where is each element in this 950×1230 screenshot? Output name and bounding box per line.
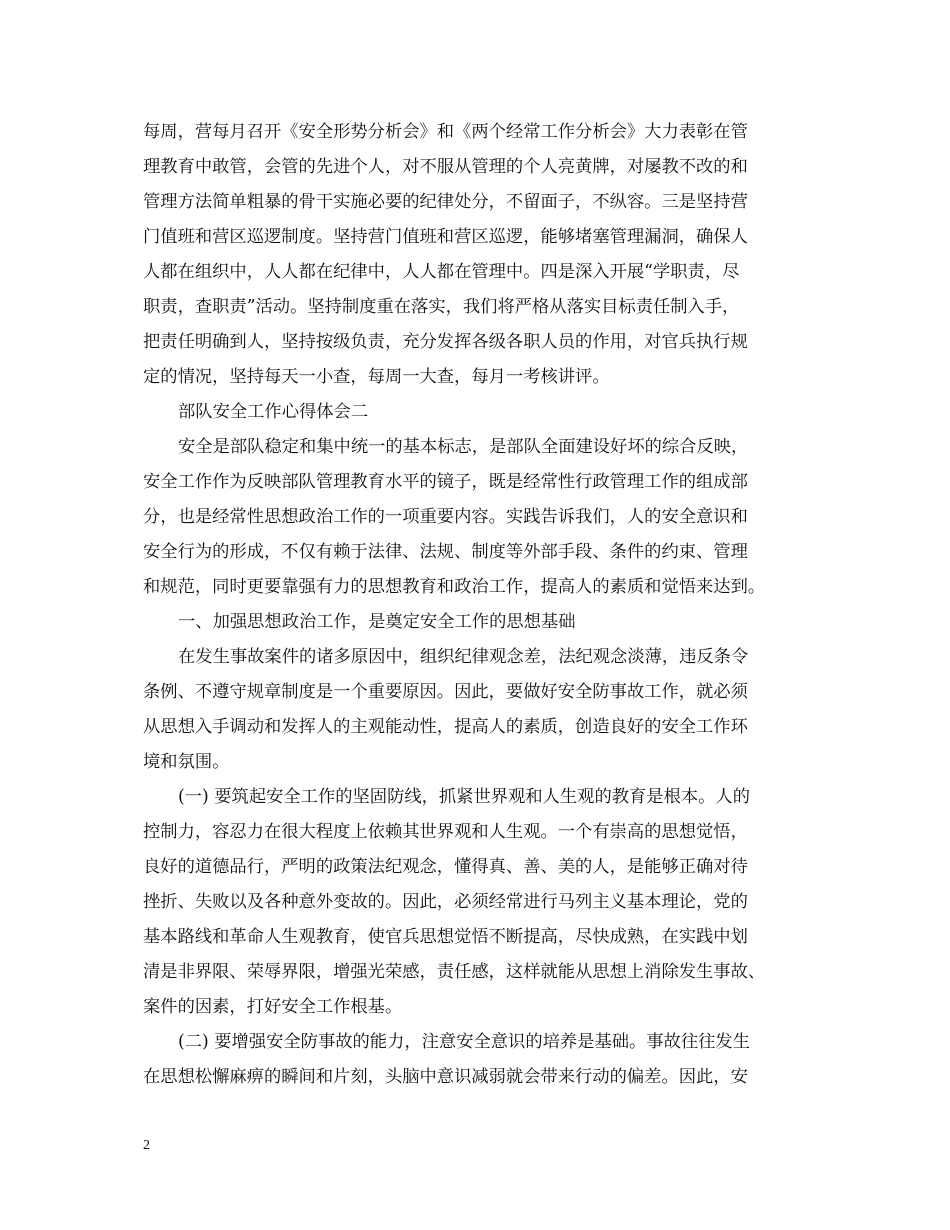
text-line: (二) 要增强安全防事故的能力，注意安全意识的培养是基础。事故往往发生 (178, 1032, 750, 1052)
text-line: 安全是部队稳定和集中统一的基本标志，是部队全面建设好坏的综合反映， (178, 437, 749, 457)
text-line: (一) 要筑起安全工作的坚固防线，抓紧世界观和人生观的教育是根本。人的 (178, 787, 750, 807)
text-line: 理教育中敢管，会管的先进个人，对不服从管理的个人亮黄牌，对屡教不改的和 (143, 157, 748, 177)
text-line: 把责任明确到人，坚持按级负责，充分发挥各级各职人员的作用，对官兵执行规 (143, 332, 748, 352)
text-line: 在发生事故案件的诸多原因中，组织纪律观念差，法纪观念淡薄，违反条令 (178, 647, 749, 667)
section-heading: 一、加强思想政治工作，是奠定安全工作的思想基础 (178, 612, 576, 632)
text-line: 良好的道德品行，严明的政策法纪观念，懂得真、善、美的人，是能够正确对待 (143, 857, 748, 877)
section-heading: 部队安全工作心得体会二 (178, 402, 369, 422)
text-line: 条例、不遵守规章制度是一个重要原因。因此，要做好安全防事故工作，就必须 (143, 682, 748, 702)
text-line: 和规范，同时更要靠强有力的思想教育和政治工作，提高人的素质和觉悟来达到。 (143, 577, 766, 597)
text-line: 职责，查职责”活动。坚持制度重在落实，我们将严格从落实目标责任制入手， (143, 297, 740, 317)
text-line: 挫折、失败以及各种意外变故的。因此，必须经常进行马列主义基本理论，党的 (143, 892, 748, 912)
text-line: 从思想入手调动和发挥人的主观能动性，提高人的素质，创造良好的安全工作环 (143, 717, 748, 737)
text-line: 门值班和营区巡逻制度。坚持营门值班和营区巡逻，能够堵塞管理漏洞，确保人 (143, 227, 748, 247)
text-line: 清是非界限、荣辱界限，增强光荣感，责任感，这样就能从思想上消除发生事故、 (143, 962, 766, 982)
text-line: 分，也是经常性思想政治工作的一项重要内容。实践告诉我们，人的安全意识和 (143, 507, 748, 527)
document-body (143, 115, 823, 1095)
text-line: 安全工作作为反映部队管理教育水平的镜子，既是经常性行政管理工作的组成部 (143, 472, 748, 492)
text-line: 定的情况，坚持每天一小查，每周一大查，每月一考核讲评。 (143, 367, 610, 387)
text-line: 案件的因素，打好安全工作根基。 (143, 997, 403, 1017)
text-line: 安全行为的形成，不仅有赖于法律、法规、制度等外部手段、条件的约束、管理 (143, 542, 748, 562)
text-line: 管理方法简单粗暴的骨干实施必要的纪律处分，不留面子，不纵容。三是坚持营 (143, 192, 748, 212)
text-line: 在思想松懈麻痹的瞬间和片刻，头脑中意识减弱就会带来行动的偏差。因此，安 (143, 1067, 748, 1087)
text-line: 控制力，容忍力在很大程度上依赖其世界观和人生观。一个有崇高的思想觉悟， (143, 822, 748, 842)
text-line: 基本路线和革命人生观教育，使官兵思想觉悟不断提高，尽快成熟，在实践中划 (143, 927, 748, 947)
text-line: 人都在组织中，人人都在纪律中，人人都在管理中。四是深入开展“学职责，尽 (143, 262, 740, 282)
text-line: 每周，营每月召开《安全形势分析会》和《两个经常工作分析会》大力表彰在管 (143, 122, 748, 142)
page-number: 2 (143, 1138, 150, 1153)
text-line: 境和氛围。 (143, 752, 230, 772)
